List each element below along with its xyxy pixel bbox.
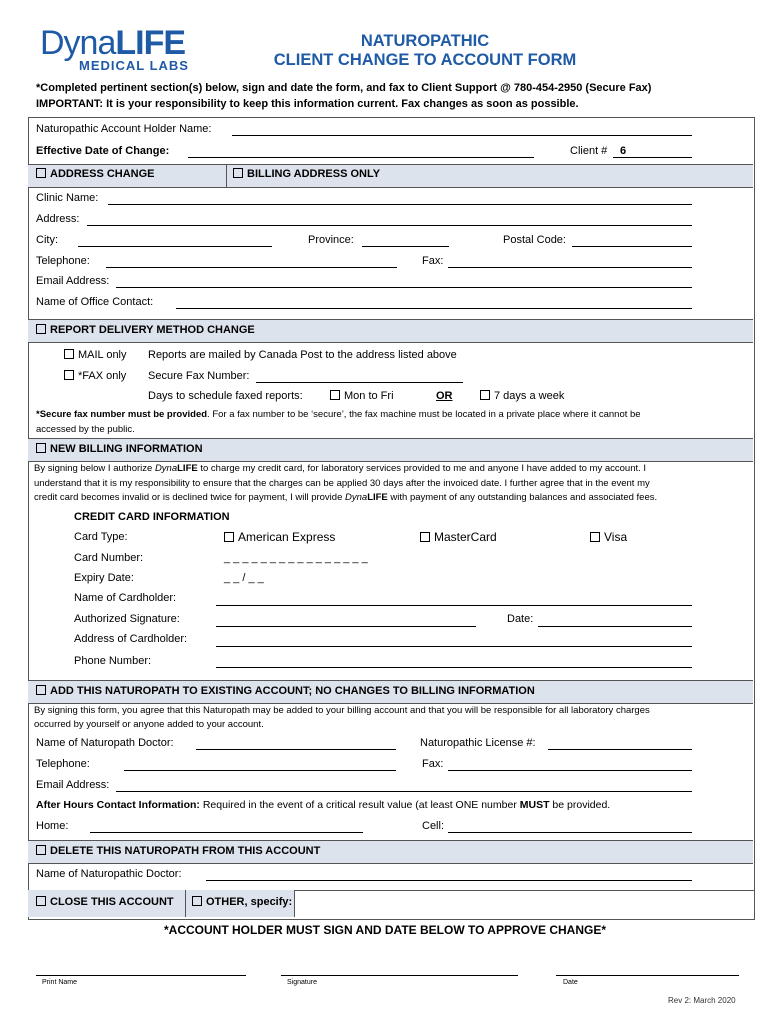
visa-option[interactable] [590, 530, 627, 544]
after-hours-rest-b: be provided. [549, 799, 611, 811]
checkbox-icon [590, 532, 600, 542]
logo-subtitle: MEDICAL LABS [79, 58, 189, 73]
intro-line-1: *Completed pertinent section(s) below, sign and date the form, and fax to Client Support @ 780-454-2950 (Secure Fax) [36, 82, 652, 94]
naturopath-doctor-label: Name of Naturopath Doctor: [36, 737, 174, 749]
holder-name-label: Naturopathic Account Holder Name: [36, 123, 212, 135]
signature-caption: Signature [287, 979, 317, 986]
mastercard-label: MasterCard [434, 530, 497, 544]
cardholder-address-field[interactable] [216, 646, 692, 647]
revision-label: Rev 2: March 2020 [668, 996, 736, 1005]
title-line-1: NATUROPATHIC [360, 32, 490, 50]
address-band-divider [226, 164, 227, 187]
expiry-label: Expiry Date: [74, 572, 134, 584]
delete-doctor-label: Name of Naturopathic Doctor: [36, 868, 182, 880]
checkbox-icon [480, 390, 490, 400]
signature-field[interactable] [281, 975, 518, 976]
province-label: Province: [308, 234, 354, 246]
billing-para-line1 [34, 461, 646, 476]
email-label: Email Address: [36, 275, 110, 287]
billing-only-label: BILLING ADDRESS ONLY [247, 168, 381, 180]
auth-date-field[interactable] [538, 626, 692, 627]
after-hours-rest-a: Required in the event of a critical result value (at least ONE number [199, 799, 520, 811]
delete-naturopath-option[interactable] [36, 845, 320, 857]
office-contact-label: Name of Office Contact: [36, 296, 154, 308]
para3a: credit card becomes invalid or is declined twice for payment, I will provide [34, 492, 345, 503]
after-hours-must: MUST [519, 799, 550, 811]
checkbox-icon [192, 896, 202, 906]
add-email-field[interactable] [116, 791, 692, 792]
phone-number-field[interactable] [216, 667, 692, 668]
add-para-line2: occurred by yourself or anyone added to your account. [34, 719, 264, 730]
report-delivery-option[interactable] [36, 324, 255, 336]
telephone-label: Telephone: [36, 255, 90, 267]
secure-fax-note-line2: accessed by the public. [36, 424, 135, 435]
date-field[interactable] [556, 975, 739, 976]
add-fax-field[interactable] [448, 770, 692, 771]
add-email-label: Email Address: [36, 779, 110, 791]
office-contact-field[interactable] [176, 308, 692, 309]
other-specify-field[interactable] [296, 892, 751, 916]
billing-para-line2: understand that it is my responsibility to ensure that the charges can be applied 30 days after the invoiced date. I further agree that in the event my [34, 478, 650, 489]
telephone-field[interactable] [106, 267, 397, 268]
client-number-value[interactable]: 6 [620, 145, 627, 157]
fax-only-label: *FAX only [78, 370, 127, 382]
para3-dyna: Dyna [345, 492, 368, 503]
days-label: Days to schedule faxed reports: [148, 390, 303, 402]
billing-header-label: NEW BILLING INFORMATION [50, 443, 203, 455]
checkbox-icon [233, 168, 243, 178]
cell-field[interactable] [448, 832, 692, 833]
add-naturopath-option[interactable] [36, 685, 535, 697]
mon-fri-option[interactable] [330, 390, 394, 402]
phone-number-label: Phone Number: [74, 655, 152, 667]
cardholder-name-label: Name of Cardholder: [74, 592, 177, 604]
checkbox-icon [36, 324, 46, 334]
home-label: Home: [36, 820, 69, 832]
other-label: OTHER, specify: [206, 896, 293, 908]
cardholder-address-label: Address of Cardholder: [74, 633, 188, 645]
para3-life: LIFE [367, 492, 388, 503]
checkbox-icon [36, 845, 46, 855]
credit-card-header: CREDIT CARD INFORMATION [74, 511, 230, 523]
secure-fax-field[interactable] [256, 382, 463, 383]
effective-date-field[interactable] [188, 157, 534, 158]
checkbox-icon [224, 532, 234, 542]
intro-line-2: IMPORTANT: It is your responsibility to keep this information current. Fax changes as soon as possible. [36, 98, 579, 110]
para3b: with payment of any outstanding balances and associated fees. [387, 492, 658, 503]
expiry-field[interactable]: _ _ / _ _ [224, 572, 264, 584]
effective-date-label: Effective Date of Change: [36, 145, 170, 157]
add-telephone-field[interactable] [124, 770, 396, 771]
para1a: By signing below I authorize [34, 463, 155, 474]
other-option[interactable] [192, 896, 292, 908]
license-label: Naturopathic License #: [420, 737, 536, 749]
postal-code-field[interactable] [572, 246, 692, 247]
logo-dyna: Dyna [40, 24, 116, 62]
page-title [230, 32, 620, 70]
holder-name-field[interactable] [232, 135, 692, 136]
secure-fax-label: Secure Fax Number: [148, 370, 250, 382]
new-billing-option[interactable] [36, 443, 203, 455]
checkbox-icon [36, 685, 46, 695]
client-number-label: Client # [570, 145, 608, 157]
home-field[interactable] [90, 832, 363, 833]
delete-doctor-field[interactable] [206, 880, 692, 881]
checkbox-icon [64, 370, 74, 380]
city-label: City: [36, 234, 58, 246]
mail-description: Reports are mailed by Canada Post to the address listed above [148, 349, 457, 361]
city-field[interactable] [78, 246, 272, 247]
client-number-field [613, 157, 692, 158]
para1b: to charge my credit card, for laboratory services provided to me and anyone I have added to my account. I [197, 463, 647, 474]
amex-label: American Express [238, 530, 336, 544]
checkbox-icon [330, 390, 340, 400]
secure-fax-note [36, 407, 641, 422]
checkbox-icon [36, 168, 46, 178]
mon-fri-label: Mon to Fri [344, 390, 394, 402]
logo [40, 26, 189, 73]
card-type-label: Card Type: [74, 531, 128, 543]
note-bold: *Secure fax number must be provided [36, 409, 208, 420]
add-telephone-label: Telephone: [36, 758, 90, 770]
cell-label: Cell: [422, 820, 445, 832]
date-caption: Date [563, 979, 578, 986]
clinic-name-label: Clinic Name: [36, 192, 99, 204]
mail-only-label: MAIL only [78, 349, 127, 361]
or-text: OR [436, 390, 453, 402]
title-line-2: CLIENT CHANGE TO ACCOUNT FORM [273, 51, 577, 69]
address-label: Address: [36, 213, 80, 225]
billing-para-line3 [34, 490, 657, 505]
address-change-label: ADDRESS CHANGE [50, 168, 155, 180]
auth-date-label: Date: [507, 613, 534, 625]
report-header-label: REPORT DELIVERY METHOD CHANGE [50, 324, 255, 336]
print-name-field[interactable] [36, 975, 246, 976]
logo-life: LIFE [115, 24, 186, 62]
mastercard-option[interactable] [420, 530, 497, 544]
mail-only-option[interactable] [64, 349, 127, 361]
note-rest: . For a fax number to be ‘secure’, the fax machine must be located in a private place where it cannot be [207, 409, 641, 420]
email-field[interactable] [116, 287, 692, 288]
seven-days-label: 7 days a week [494, 390, 565, 402]
add-para-line1: By signing this form, you agree that this Naturopath may be added to your billing account and that you will be responsible for all laboratory charges [34, 705, 650, 716]
fax-only-option[interactable] [64, 370, 126, 382]
add-header-label: ADD THIS NATUROPATH TO EXISTING ACCOUNT; NO CHANGES TO BILLING INFORMATION [50, 685, 535, 697]
checkbox-icon [64, 349, 74, 359]
fax-label: Fax: [422, 255, 444, 267]
cardholder-name-field[interactable] [216, 605, 692, 606]
visa-label: Visa [604, 530, 628, 544]
naturopath-doctor-field[interactable] [196, 749, 396, 750]
address-change-option[interactable] [36, 168, 155, 180]
billing-address-only-option[interactable] [233, 168, 380, 180]
authorized-signature-label: Authorized Signature: [74, 613, 180, 625]
logo-wordmark [40, 26, 189, 60]
clinic-name-field[interactable] [108, 204, 692, 205]
address-field[interactable] [87, 225, 692, 226]
amex-option[interactable] [224, 530, 335, 544]
card-number-label: Card Number: [74, 552, 144, 564]
close-account-option[interactable] [36, 896, 174, 908]
add-fax-label: Fax: [422, 758, 444, 770]
must-sign-notice: *ACCOUNT HOLDER MUST SIGN AND DATE BELOW TO APPROVE CHANGE* [163, 923, 606, 937]
checkbox-icon [420, 532, 430, 542]
card-number-field[interactable]: _ _ _ _ _ _ _ _ _ _ _ _ _ _ _ _ [224, 552, 368, 564]
para1-dyna: Dyna [154, 463, 178, 474]
para1-life: LIFE [177, 463, 198, 474]
after-hours-bold: After Hours Contact Information: [36, 799, 200, 811]
seven-days-option[interactable] [480, 390, 564, 402]
delete-header-label: DELETE THIS NATUROPATH FROM THIS ACCOUNT [50, 845, 321, 857]
license-field[interactable] [548, 749, 692, 750]
authorized-signature-field[interactable] [216, 626, 476, 627]
print-name-caption: Print Name [42, 979, 78, 986]
checkbox-icon [36, 443, 46, 453]
after-hours-text [36, 799, 610, 811]
postal-code-label: Postal Code: [503, 234, 566, 246]
close-account-label: CLOSE THIS ACCOUNT [50, 896, 174, 908]
fax-field[interactable] [448, 267, 692, 268]
province-field[interactable] [362, 246, 449, 247]
checkbox-icon [36, 896, 46, 906]
